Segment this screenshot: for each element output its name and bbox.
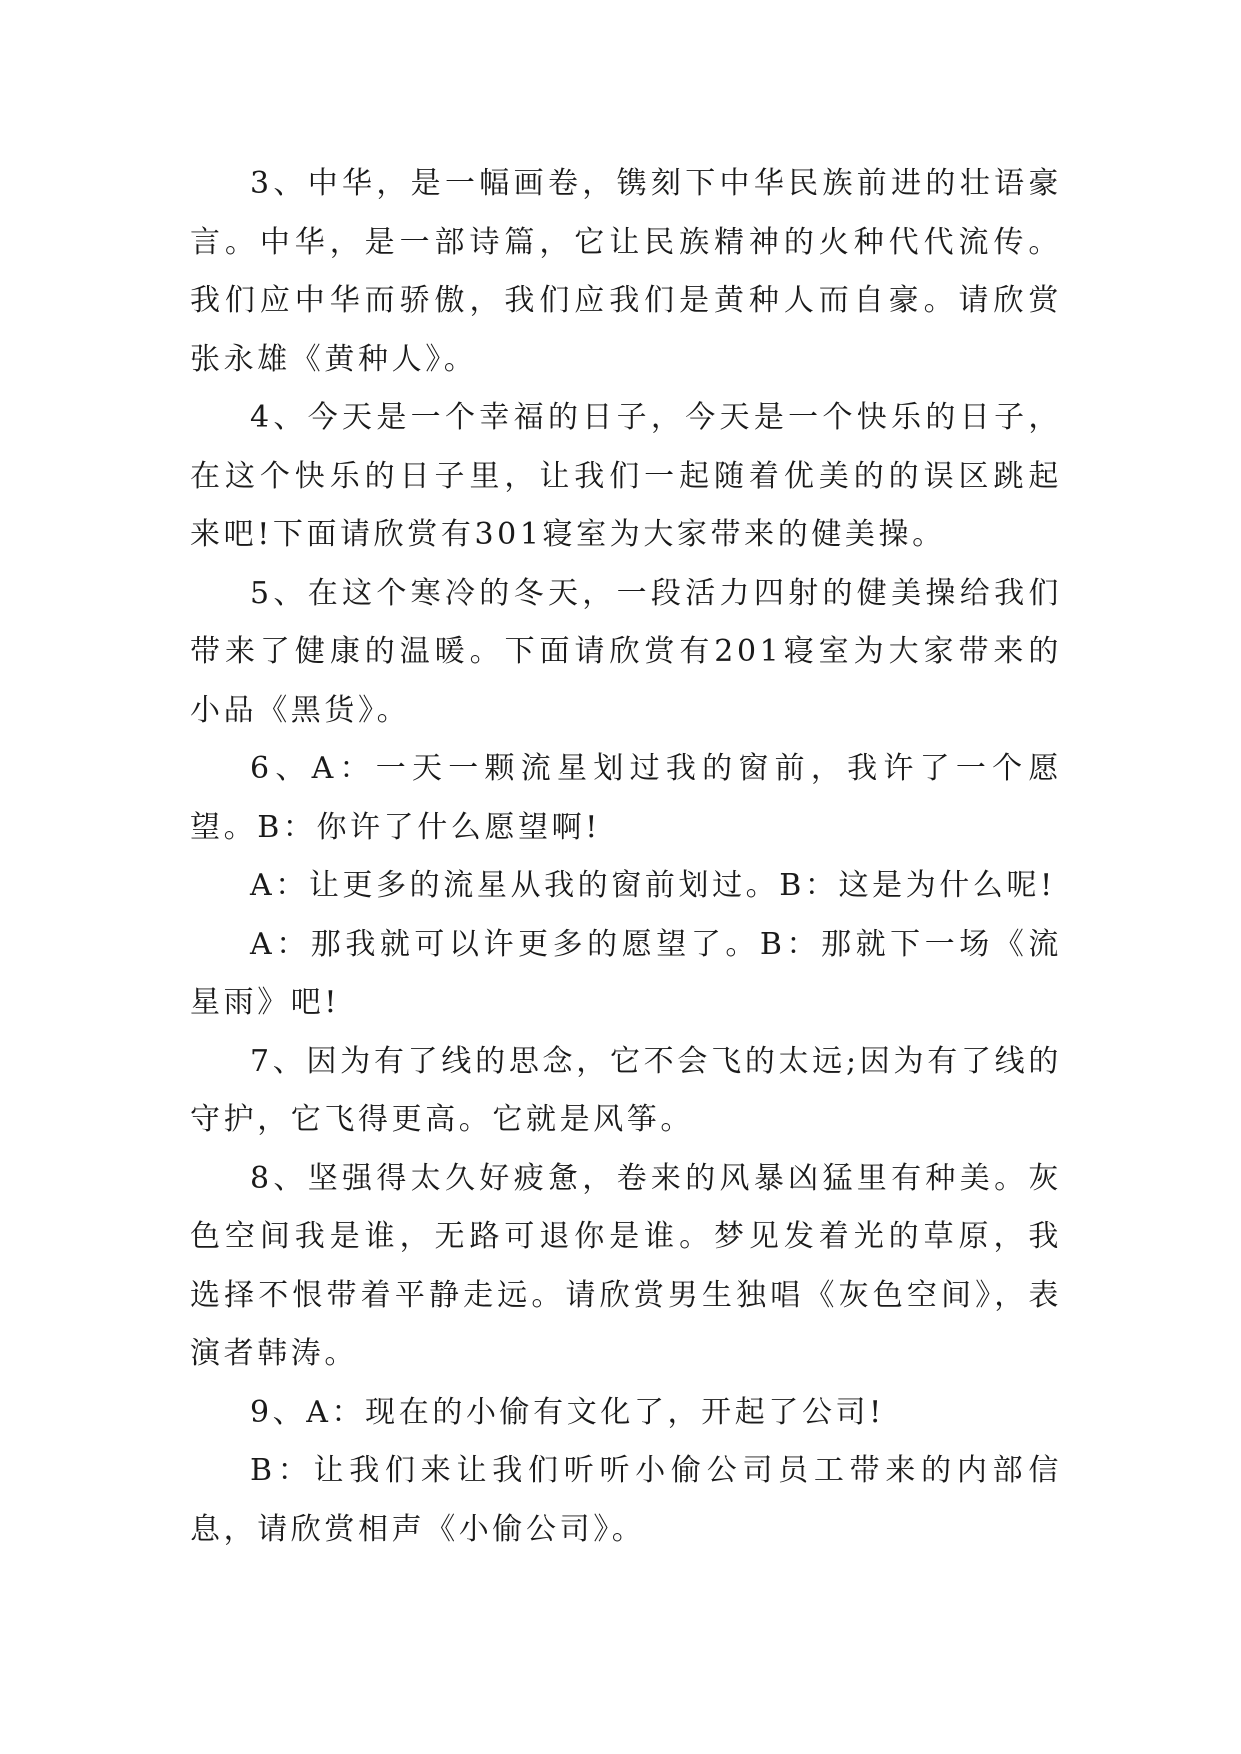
paragraph-9: 9、A：现在的小偷有文化了，开起了公司! (250, 1394, 885, 1430)
paragraph-6-dialogue-2: A：那我就可以许更多的愿望了。B：那就下一场《流星雨》吧! (190, 926, 1062, 1020)
paragraph-6: 6、A：一天一颗流星划过我的窗前，我许了一个愿望。B：你许了什么愿望啊! (190, 751, 1062, 845)
paragraph-3: 3、中华，是一幅画卷，镌刻下中华民族前进的壮语豪言。中华，是一部诗篇，它让民族精神的火种代代流传。我们应中华而骄傲，我们应我们是黄种人而自豪。请欣赏张永雄《黄种人》。 (190, 166, 1062, 377)
document-body (190, 155, 1062, 1559)
paragraph-8: 8、坚强得太久好疲惫，卷来的风暴凶猛里有种美。灰色空间我是谁，无路可退你是谁。梦见发着光的草原，我选择不恨带着平静走远。请欣赏男生独唱《灰色空间》，表演者韩涛。 (190, 1160, 1062, 1371)
paragraph-7: 7、因为有了线的思念，它不会飞的太远;因为有了线的守护，它飞得更高。它就是风筝。 (190, 1043, 1062, 1137)
paragraph-5: 5、在这个寒冷的冬天，一段活力四射的健美操给我们带来了健康的温暖。下面请欣赏有201寝室为大家带来的小品《黑货》。 (190, 575, 1062, 728)
paragraph-9-dialogue: B：让我们来让我们听听小偷公司员工带来的内部信息，请欣赏相声《小偷公司》。 (190, 1453, 1062, 1547)
paragraph-4: 4、今天是一个幸福的日子，今天是一个快乐的日子，在这个快乐的日子里，让我们一起随着优美的的误区跳起来吧!下面请欣赏有301寝室为大家带来的健美操。 (190, 400, 1062, 552)
paragraph-6-dialogue-1: A：让更多的流星从我的窗前划过。B：这是为什么呢! (250, 868, 1056, 903)
